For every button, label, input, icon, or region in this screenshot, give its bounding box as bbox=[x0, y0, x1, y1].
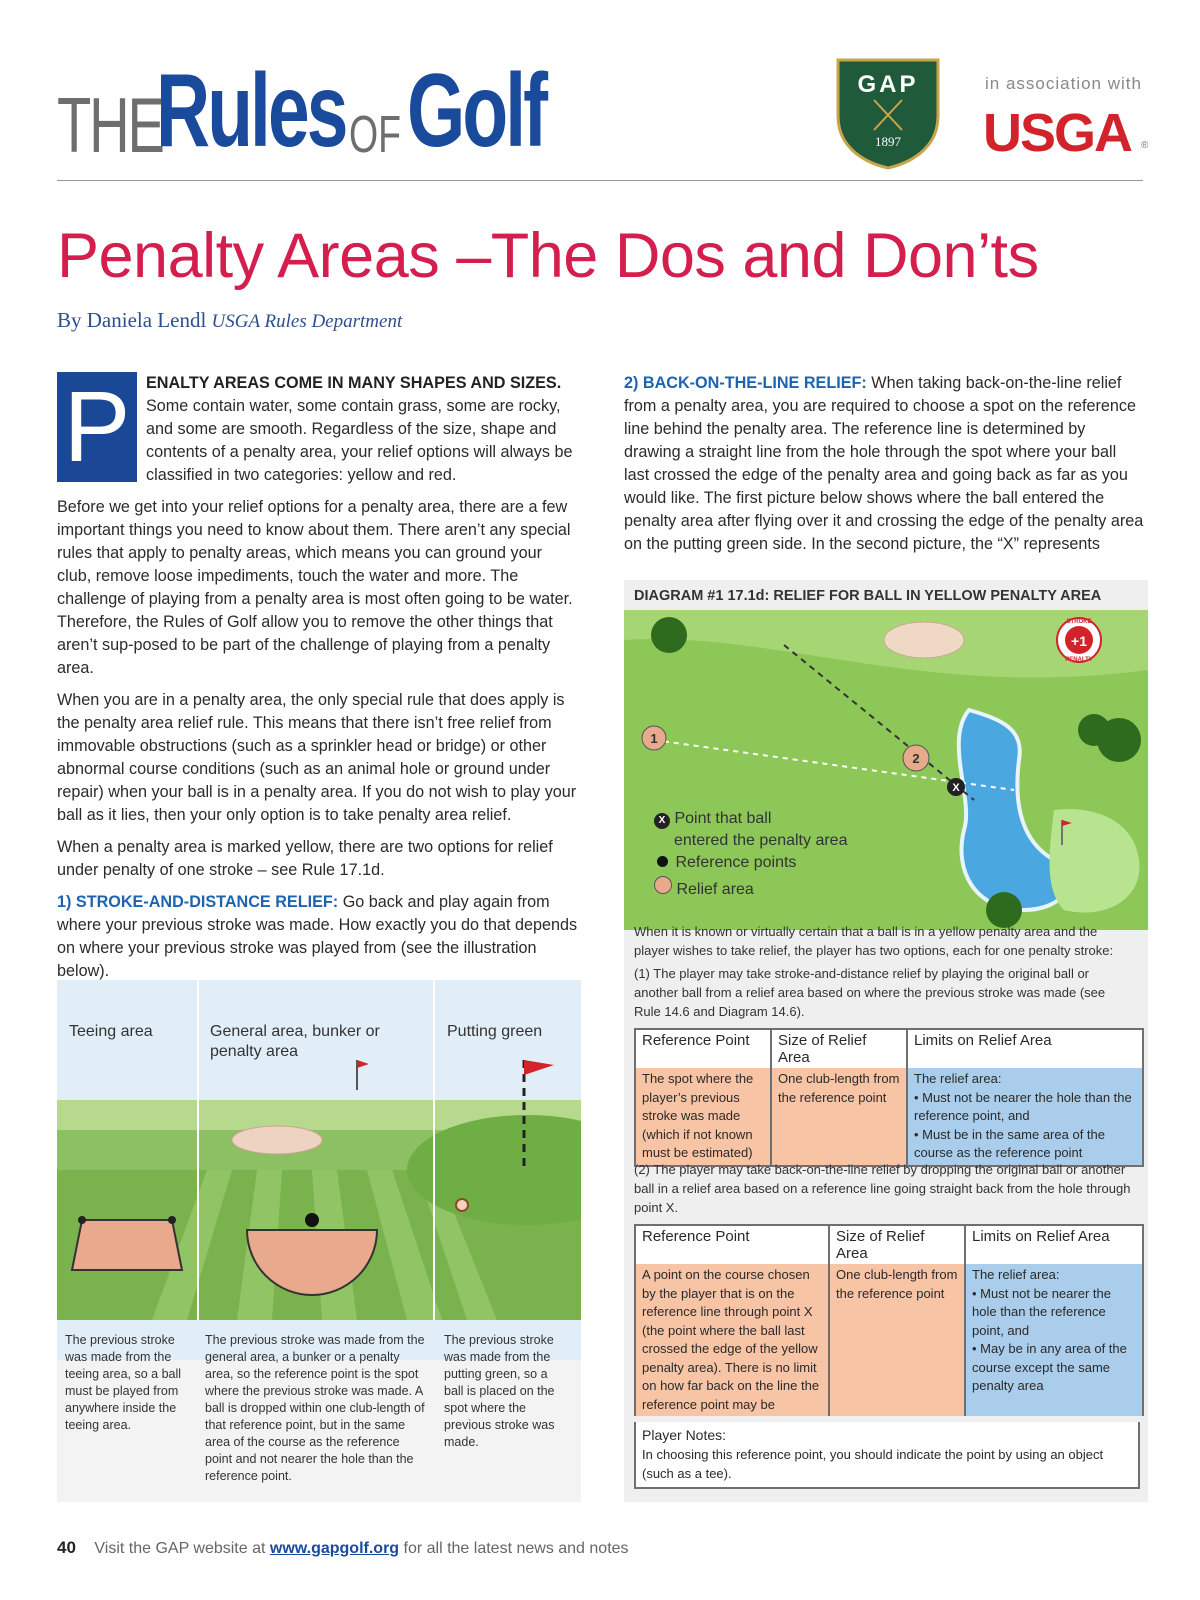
page-number: 40 bbox=[57, 1538, 76, 1557]
player-notes-label: Player Notes: bbox=[642, 1427, 727, 1443]
diagram-option-1 bbox=[634, 964, 1134, 1021]
panel-caption-general: The previous stroke was made from the general area, a bunker or a penalty area, so the reference point is the spot where the previous stroke was made. A ball is dropped within one club-length of that reference point, but in the same area of the course as the reference point and not nearer the hole than the reference point. bbox=[205, 1333, 425, 1483]
masthead-divider bbox=[57, 180, 1143, 181]
table-header: Size of Relief Area bbox=[772, 1030, 908, 1068]
body-text: Go back and play again from where your previous stroke was made. How exactly you do that depends on where your previous stroke was played from (see the illustration below). bbox=[57, 893, 578, 980]
player-notes bbox=[634, 1422, 1140, 1489]
gap-badge-logo bbox=[836, 58, 940, 170]
option-2-number: (2) bbox=[634, 1162, 650, 1177]
table-cell-size: One club-length from the reference point bbox=[772, 1068, 908, 1165]
panel-divider bbox=[433, 980, 435, 1320]
panel-caption-teeing: The previous stroke was made from the teeing area, so a ball must be played from anywhere inside the teeing area. bbox=[65, 1333, 182, 1432]
diagram-mark-x: X bbox=[952, 782, 960, 794]
stroke-distance-illustration bbox=[57, 980, 581, 1502]
legend-reference bbox=[654, 854, 796, 872]
footer-text-pre: Visit the GAP website at bbox=[94, 1540, 266, 1557]
penalty-badge-top: STROKE bbox=[1066, 619, 1092, 625]
panel-title-green: Putting green bbox=[447, 1023, 543, 1040]
masthead-rules: Rules bbox=[156, 53, 346, 169]
legend-x-label: Point that ball bbox=[674, 810, 772, 827]
yellow-penalty-area-diagram bbox=[624, 580, 1148, 1502]
page-footer bbox=[57, 1538, 629, 1558]
gap-badge-text: GAP bbox=[857, 71, 919, 98]
legend-reference-label: Reference points bbox=[675, 854, 797, 871]
table-header: Limits on Relief Area bbox=[972, 1228, 1110, 1245]
table-cell-reference: The spot where the player’s previous stroke was made (which if not known must be estimated) bbox=[636, 1068, 772, 1165]
table-header-row bbox=[636, 1226, 1142, 1264]
masthead-golf: Golf bbox=[407, 53, 546, 169]
limit-item: • Must be in the same area of the course as the reference point bbox=[914, 1126, 1105, 1160]
relief-table-1 bbox=[634, 1028, 1144, 1167]
intro-text: Some contain water, some contain grass, some are rocky, and some are smooth. Regardless of the size, shape and contents of a penalty area, your relief options will always be classified in two categories: yellow and red. bbox=[146, 397, 573, 484]
table-header: Reference Point bbox=[636, 1030, 772, 1068]
table-header-row bbox=[636, 1030, 1142, 1068]
limit-item: • May be in any area of the course except the same penalty area bbox=[972, 1341, 1127, 1393]
table-cell-limits bbox=[908, 1068, 1142, 1165]
diagram-option-2 bbox=[634, 1160, 1134, 1217]
masthead-the: THE bbox=[57, 81, 163, 169]
x-marker-icon: X bbox=[654, 813, 670, 829]
table-header: Limits on Relief Area bbox=[914, 1032, 1052, 1049]
legend-relief bbox=[654, 876, 754, 899]
gap-badge-year: 1897 bbox=[875, 134, 901, 149]
relief-table-2 bbox=[634, 1224, 1144, 1416]
penalty-badge-value: +1 bbox=[1071, 633, 1087, 649]
panel-title-general: General area, bunker or penalty area bbox=[210, 1023, 380, 1060]
table-cell-size: One club-length from the reference point bbox=[830, 1264, 966, 1416]
table-header: Size of Relief Area bbox=[830, 1226, 966, 1264]
panel-title-teeing: Teeing area bbox=[69, 1023, 153, 1040]
byline-department: USGA Rules Department bbox=[211, 311, 403, 332]
panel-caption-green: The previous stroke was made from the putting green, so a ball is placed on the spot where the previous stroke was made. bbox=[444, 1333, 555, 1449]
limit-item: • Must not be nearer the hole than the reference point, and bbox=[972, 1285, 1111, 1338]
article-headline: Penalty Areas –The Dos and Don’ts bbox=[57, 221, 1039, 291]
limits-heading: The relief area: bbox=[914, 1071, 1002, 1086]
footer-website-link[interactable]: www.gapgolf.org bbox=[269, 1540, 400, 1557]
body-paragraph: When you are in a penalty area, the only special rule that does apply is the penalty area relief rule. This means that there isn’t free relief from immovable obstructions (such as a sprinkler head or bridge) or other abnormal course conditions (such as an animal hole or ground under repair) when your ball is in a penalty area. If you do not wish to play your ball as it lies, then your only option is to take penalty area relief. bbox=[57, 691, 577, 824]
table-cell-limits bbox=[966, 1264, 1142, 1416]
option-1-text: The player may take stroke-and-distance relief by playing the original ball or another ball from a relief area based on where the previous stroke was made (see Rule 14.6 and Diagram 14.6). bbox=[634, 966, 1106, 1019]
limits-heading: The relief area: bbox=[972, 1267, 1060, 1282]
association-label: in association with bbox=[985, 74, 1142, 93]
body-text: When taking back-on-the-line relief from a penalty area, you are required to choose a spot on the reference line behind the penalty area. The reference line is determined by drawing a straight line from the hole through the spot where your ball last crossed the edge of the penalty area and going back as far as you would like. The first picture below shows where the ball entered the penalty area after flying over it and crossing the edge of the penalty area on the putting green side. In the second picture, the “X” represents bbox=[624, 374, 1144, 553]
table-row bbox=[636, 1264, 1142, 1416]
diagram-intro: When it is known or virtually certain that a ball is in a yellow penalty area and the player wishes to take relief, the player has two options, each for one penalty stroke: bbox=[634, 924, 1114, 958]
limit-item: • Must not be nearer the hole than the reference point, and bbox=[914, 1089, 1132, 1123]
intro-lead: ENALTY AREAS COME IN MANY SHAPES AND SIZES. bbox=[146, 374, 562, 392]
relief-area-icon bbox=[654, 876, 672, 894]
usga-registered-mark: ® bbox=[1141, 140, 1149, 151]
legend-relief-label: Relief area bbox=[676, 881, 754, 898]
drop-cap: P bbox=[57, 372, 137, 482]
right-column bbox=[624, 372, 1144, 565]
player-notes-text: In choosing this reference point, you should indicate the point by using an object (such as a tee). bbox=[642, 1447, 1104, 1481]
table-header: Reference Point bbox=[636, 1226, 830, 1264]
table-cell-reference: A point on the course chosen by the player that is on the reference line through point X (the point where the ball last crossed the edge of the yellow penalty area). There is no limit on how far back on the line the reference point may be bbox=[636, 1264, 830, 1416]
byline-author: By Daniela Lendl bbox=[57, 308, 207, 332]
option-2-text: The player may take back-on-the-line relief by dropping the original ball or another ball in a relief area based on a reference line going straight back from the hole through point X. bbox=[634, 1162, 1131, 1215]
legend-x-line2: entered the penalty area bbox=[674, 832, 848, 849]
body-paragraph bbox=[624, 372, 1144, 556]
section-heading-stroke-distance: 1) STROKE-AND-DISTANCE RELIEF: bbox=[57, 893, 339, 911]
reference-dot-icon bbox=[657, 856, 668, 867]
penalty-badge-bottom: PENALTY bbox=[1065, 657, 1093, 663]
diagram-title: DIAGRAM #1 17.1d: RELIEF FOR BALL IN YELLOW PENALTY AREA bbox=[634, 588, 1102, 604]
body-paragraph: Before we get into your relief options for a penalty area, there are a few important things you need to know about them. There aren’t any special rules that apply to penalty areas, which means you can ground your club, remove loose impediments, touch the water and more. The challenge of playing from a penalty area is most often going to be water. Therefore, the Rules of Golf allow you to remove the other things that aren’t sup-posed to be part of the challenge of playing from a penalty area. bbox=[57, 498, 573, 677]
left-column bbox=[57, 496, 579, 992]
usga-logo: USGA bbox=[983, 103, 1132, 163]
footer-text-post: for all the latest news and notes bbox=[403, 1540, 629, 1557]
panel-divider bbox=[197, 980, 199, 1320]
diagram-mark-1: 1 bbox=[650, 731, 658, 746]
diagram-mark-2: 2 bbox=[912, 751, 920, 766]
legend-x bbox=[654, 810, 771, 829]
body-paragraph bbox=[57, 891, 579, 983]
intro-paragraph bbox=[146, 372, 578, 487]
masthead-logo bbox=[57, 52, 546, 182]
masthead-of: OF bbox=[349, 106, 402, 164]
table-row bbox=[636, 1068, 1142, 1165]
body-paragraph: When a penalty area is marked yellow, there are two options for relief under penalty of one stroke – see Rule 17.1d. bbox=[57, 838, 553, 879]
article-byline bbox=[57, 308, 402, 333]
section-heading-back-on-line: 2) BACK-ON-THE-LINE RELIEF: bbox=[624, 374, 867, 392]
option-1-number: (1) bbox=[634, 966, 650, 981]
